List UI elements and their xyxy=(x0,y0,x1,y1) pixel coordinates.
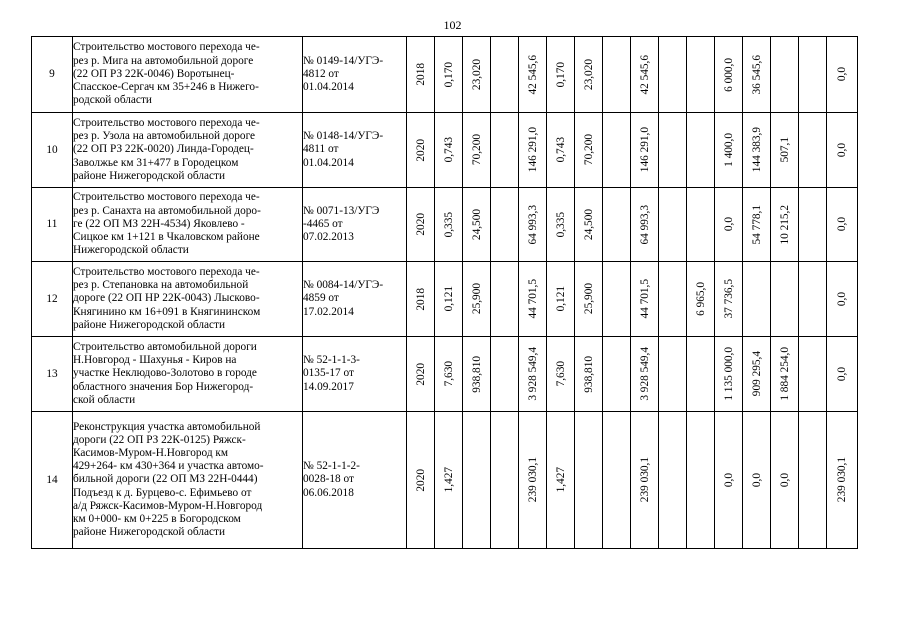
cell-value: 239 030,1 xyxy=(526,457,539,503)
value-cell xyxy=(575,37,603,113)
object-name-cell xyxy=(73,37,303,113)
expertise-doc-line: № 52-1-1-2- xyxy=(303,460,360,473)
expertise-doc-cell xyxy=(303,37,407,113)
table-row xyxy=(32,262,858,337)
value-cell xyxy=(547,337,575,412)
object-name-line: (22 ОП РЗ 22К-0046) Воротынец- xyxy=(73,67,235,80)
cell-value: 6 000,0 xyxy=(722,57,735,92)
value-cell xyxy=(575,262,603,337)
value-cell xyxy=(603,337,631,412)
value-cell xyxy=(687,262,715,337)
expertise-doc-line: 17.02.2014 xyxy=(303,305,354,318)
value-cell xyxy=(771,37,799,113)
value-cell xyxy=(827,412,858,549)
value-cell xyxy=(687,188,715,262)
value-cell xyxy=(603,113,631,188)
row-number: 14 xyxy=(32,412,73,549)
table-row xyxy=(32,113,858,188)
value-cell xyxy=(827,188,858,262)
cell-value: 0,0 xyxy=(836,217,848,232)
value-cell xyxy=(827,337,858,412)
object-name-line: дороге (22 ОП НР 22К-0043) Лысково- xyxy=(73,292,260,305)
cell-value: 909 295,4 xyxy=(750,351,763,397)
cell-value: 239 030,1 xyxy=(638,457,651,503)
cell-value: 239 030,1 xyxy=(836,457,848,503)
value-cell xyxy=(575,337,603,412)
object-name-line: участке Неклюдово-Золотово в городе xyxy=(73,367,257,380)
value-cell xyxy=(659,188,687,262)
object-name-cell xyxy=(73,337,303,412)
object-name-line: Касимов-Муром-Н.Новгород км xyxy=(73,446,229,459)
value-cell xyxy=(715,412,743,549)
table-row xyxy=(32,412,858,549)
expertise-doc-line: 0135-17 от xyxy=(303,367,354,380)
value-cell xyxy=(743,188,771,262)
value-cell xyxy=(715,37,743,113)
object-name-line: Строительство мостового перехода че- xyxy=(73,191,260,204)
value-cell xyxy=(519,412,547,549)
value-cell xyxy=(659,113,687,188)
object-name-line: Княгинино км 16+091 в Княгининском xyxy=(73,305,261,318)
value-cell xyxy=(463,188,491,262)
object-name-line: Подъезд к д. Бурцево-с. Ефимьево от xyxy=(73,486,252,499)
object-name-line: Строительство мостового перехода че- xyxy=(73,116,260,129)
object-name-line: родской области xyxy=(73,94,152,107)
value-cell xyxy=(603,188,631,262)
value-cell xyxy=(631,262,659,337)
object-name-line: областного значения Бор Нижегород- xyxy=(73,380,254,393)
value-cell xyxy=(407,337,435,412)
object-name-line: (22 ОП РЗ 22К-0020) Линда-Городец- xyxy=(73,143,254,156)
value-cell xyxy=(407,113,435,188)
cell-value: 0,0 xyxy=(836,142,848,158)
value-cell xyxy=(435,412,463,549)
expertise-doc-line: 01.04.2014 xyxy=(303,81,354,94)
object-name-line: Заволжье км 31+477 в Городецком xyxy=(73,156,239,169)
cell-value: 64 993,3 xyxy=(638,204,651,245)
cell-value: 0,170 xyxy=(554,61,567,88)
value-cell xyxy=(407,37,435,113)
object-name-line: Строительство автомобильной дороги xyxy=(73,340,257,353)
value-cell xyxy=(407,412,435,549)
object-name-line: дороги (22 ОП РЗ 22К-0125) Ряжск- xyxy=(73,433,246,446)
cell-value: 3 928 549,4 xyxy=(526,347,539,401)
cell-value: 0,743 xyxy=(554,137,567,163)
value-cell xyxy=(771,412,799,549)
object-name-line: рез р. Узола на автомобильной дороге xyxy=(73,130,256,143)
object-name-line: а/д Ряжск-Касимов-Муром-Н.Новгород xyxy=(73,499,263,512)
value-cell xyxy=(687,337,715,412)
expertise-doc-cell xyxy=(303,188,407,262)
table-row xyxy=(32,37,858,113)
expertise-doc-line: 14.09.2017 xyxy=(303,380,354,393)
cell-value: 0,0 xyxy=(722,217,735,232)
value-cell xyxy=(715,262,743,337)
expertise-doc-line: 0028-18 от xyxy=(303,473,354,486)
value-cell xyxy=(603,37,631,113)
cell-value: 1 400,0 xyxy=(722,133,735,167)
expertise-doc-cell xyxy=(303,262,407,337)
object-name-cell xyxy=(73,113,303,188)
value-cell xyxy=(659,412,687,549)
value-cell xyxy=(631,113,659,188)
cell-value: 70,200 xyxy=(470,134,483,166)
value-cell xyxy=(799,37,827,113)
row-number: 11 xyxy=(32,188,73,262)
value-cell xyxy=(435,113,463,188)
value-cell xyxy=(687,37,715,113)
value-cell xyxy=(631,188,659,262)
expertise-doc-line: № 0084-14/УГЭ- xyxy=(303,279,384,292)
object-name-line: районе Нижегородской области xyxy=(73,318,226,331)
object-name-line: рез р. Санахта на автомобильной доро- xyxy=(73,204,261,217)
cell-value: 0,743 xyxy=(442,137,455,163)
value-cell xyxy=(743,113,771,188)
value-cell xyxy=(743,337,771,412)
register-table xyxy=(31,36,858,549)
cell-value: 7,630 xyxy=(554,361,567,387)
object-name-line: Строительство мостового перехода че- xyxy=(73,265,260,278)
value-cell xyxy=(435,262,463,337)
value-cell xyxy=(547,262,575,337)
value-cell xyxy=(435,37,463,113)
cell-value: 0,0 xyxy=(778,472,791,488)
value-cell xyxy=(491,412,519,549)
value-cell xyxy=(659,262,687,337)
cell-value: 44 701,5 xyxy=(638,279,651,319)
object-name-line: Строительство мостового перехода че- xyxy=(73,41,260,54)
value-cell xyxy=(491,113,519,188)
cell-value: 0,0 xyxy=(750,472,763,488)
cell-value: 0,170 xyxy=(442,61,455,88)
cell-value: 507,1 xyxy=(778,137,791,163)
value-cell xyxy=(827,113,858,188)
value-cell xyxy=(463,113,491,188)
expertise-doc-line: 07.02.2013 xyxy=(303,231,354,244)
page-number: 102 xyxy=(443,18,462,32)
value-cell xyxy=(519,37,547,113)
object-name-line: бильной дороги (22 ОП МЗ 22Н-0444) xyxy=(73,473,258,486)
cell-value: 25,900 xyxy=(582,283,595,315)
value-cell xyxy=(491,337,519,412)
value-cell xyxy=(491,188,519,262)
expertise-doc-line: 4811 от xyxy=(303,143,339,156)
value-cell xyxy=(743,412,771,549)
cell-value: 23,020 xyxy=(582,58,595,91)
row-number: 10 xyxy=(32,113,73,188)
cell-value: 1 884 254,0 xyxy=(778,347,791,401)
expertise-doc-line: 4859 от xyxy=(303,292,339,305)
value-cell xyxy=(435,188,463,262)
value-cell xyxy=(771,337,799,412)
value-cell xyxy=(631,412,659,549)
object-name-cell xyxy=(73,188,303,262)
cell-value: 0,0 xyxy=(836,67,848,82)
expertise-doc-cell xyxy=(303,337,407,412)
value-cell xyxy=(631,37,659,113)
value-cell xyxy=(463,37,491,113)
table-row xyxy=(32,188,858,262)
value-cell xyxy=(687,113,715,188)
value-cell xyxy=(407,262,435,337)
value-cell xyxy=(575,113,603,188)
value-cell xyxy=(547,188,575,262)
cell-value: 42 545,6 xyxy=(638,54,651,95)
object-name-line: Реконструкция участка автомобильной xyxy=(73,420,261,433)
cell-value: 2020 xyxy=(414,138,427,162)
expertise-doc-cell xyxy=(303,113,407,188)
cell-value: 938,810 xyxy=(582,355,595,393)
value-cell xyxy=(687,412,715,549)
object-name-line: км 0+000- км 0+225 в Богородском xyxy=(73,513,241,525)
object-name-line: районе Нижегородской области xyxy=(73,169,226,182)
object-name-line: Сицкое км 1+121 в Чкаловском районе xyxy=(73,231,260,244)
value-cell xyxy=(715,337,743,412)
cell-value: 25,900 xyxy=(470,283,483,315)
cell-value: 1,427 xyxy=(554,467,567,493)
cell-value: 6 965,0 xyxy=(694,282,707,316)
row-number: 9 xyxy=(32,37,73,113)
value-cell xyxy=(463,337,491,412)
value-cell xyxy=(407,188,435,262)
value-cell xyxy=(631,337,659,412)
value-cell xyxy=(659,337,687,412)
value-cell xyxy=(547,113,575,188)
cell-value: 2018 xyxy=(414,287,427,311)
value-cell xyxy=(799,188,827,262)
cell-value: 0,0 xyxy=(836,366,848,382)
cell-value: 2020 xyxy=(414,468,427,492)
expertise-doc-line: № 0071-13/УГЭ xyxy=(303,204,380,217)
value-cell xyxy=(491,37,519,113)
cell-value: 24,500 xyxy=(582,208,595,241)
expertise-doc-line: 06.06.2018 xyxy=(303,486,354,499)
object-name-cell xyxy=(73,262,303,337)
cell-value: 44 701,5 xyxy=(526,279,539,319)
value-cell xyxy=(519,337,547,412)
cell-value: 146 291,0 xyxy=(638,127,651,173)
value-cell xyxy=(799,337,827,412)
expertise-doc-line: № 0148-14/УГЭ- xyxy=(303,130,384,143)
cell-value: 0,335 xyxy=(442,211,455,238)
value-cell xyxy=(715,188,743,262)
cell-value: 37 736,5 xyxy=(722,279,735,319)
cell-value: 3 928 549,4 xyxy=(638,347,651,401)
cell-value: 70,200 xyxy=(582,134,595,166)
row-number: 13 xyxy=(32,337,73,412)
value-cell xyxy=(799,262,827,337)
value-cell xyxy=(743,262,771,337)
expertise-doc-line: 01.04.2014 xyxy=(303,156,354,169)
cell-value: 24,500 xyxy=(470,208,483,241)
value-cell xyxy=(743,37,771,113)
expertise-doc-line: 4812 от xyxy=(303,67,339,80)
cell-value: 42 545,6 xyxy=(526,54,539,95)
value-cell xyxy=(771,188,799,262)
expertise-doc-cell xyxy=(303,412,407,549)
value-cell xyxy=(463,262,491,337)
value-cell xyxy=(519,262,547,337)
object-name-line: Нижегородской области xyxy=(73,244,189,257)
cell-value: 7,630 xyxy=(442,361,455,387)
value-cell xyxy=(659,37,687,113)
cell-value: 2020 xyxy=(414,362,427,386)
table-row xyxy=(32,337,858,412)
cell-value: 36 545,6 xyxy=(750,54,763,95)
expertise-doc-line: № 52-1-1-3- xyxy=(303,354,360,367)
value-cell xyxy=(771,262,799,337)
cell-value: 23,020 xyxy=(470,58,483,91)
object-name-line: ской области xyxy=(73,393,136,406)
object-name-line: рез р. Степановка на автомобильной xyxy=(73,279,249,292)
cell-value: 1,427 xyxy=(442,467,455,493)
object-name-line: Н.Новгород - Шахунья - Киров на xyxy=(73,354,237,367)
cell-value: 0,121 xyxy=(554,286,567,312)
cell-value: 64 993,3 xyxy=(526,204,539,245)
value-cell xyxy=(491,262,519,337)
value-cell xyxy=(435,337,463,412)
value-cell xyxy=(799,412,827,549)
cell-value: 1 135 000,0 xyxy=(722,347,735,401)
value-cell xyxy=(603,412,631,549)
value-cell xyxy=(547,412,575,549)
cell-value: 10 215,2 xyxy=(778,204,791,245)
cell-value: 0,335 xyxy=(554,211,567,238)
value-cell xyxy=(799,113,827,188)
cell-value: 938,810 xyxy=(470,355,483,393)
cell-value: 144 383,9 xyxy=(750,127,763,173)
cell-value: 2018 xyxy=(414,63,427,86)
value-cell xyxy=(827,262,858,337)
object-name-line: 429+264- км 430+364 и участка автомо- xyxy=(73,460,264,473)
value-cell xyxy=(575,188,603,262)
value-cell xyxy=(603,262,631,337)
value-cell xyxy=(827,37,858,113)
object-name-line: районе Нижегородской области xyxy=(73,526,226,539)
value-cell xyxy=(715,113,743,188)
cell-value: 0,0 xyxy=(722,472,735,488)
cell-value: 2020 xyxy=(414,213,427,236)
cell-value: 146 291,0 xyxy=(526,127,539,173)
object-name-line: Спасское-Сергач км 35+246 в Нижего- xyxy=(73,81,259,94)
value-cell xyxy=(463,412,491,549)
cell-value: 0,0 xyxy=(836,291,848,307)
value-cell xyxy=(519,113,547,188)
value-cell xyxy=(547,37,575,113)
value-cell xyxy=(575,412,603,549)
object-name-line: ге (22 ОП МЗ 22Н-4534) Яковлево - xyxy=(73,217,245,230)
object-name-line: рез р. Мига на автомобильной дороге xyxy=(73,54,254,67)
cell-value: 0,121 xyxy=(442,286,455,312)
object-name-cell xyxy=(73,412,303,549)
expertise-doc-line: -4465 от xyxy=(303,217,343,230)
cell-value: 54 778,1 xyxy=(750,204,763,245)
expertise-doc-line: № 0149-14/УГЭ- xyxy=(303,54,384,67)
row-number: 12 xyxy=(32,262,73,337)
value-cell xyxy=(519,188,547,262)
value-cell xyxy=(771,113,799,188)
